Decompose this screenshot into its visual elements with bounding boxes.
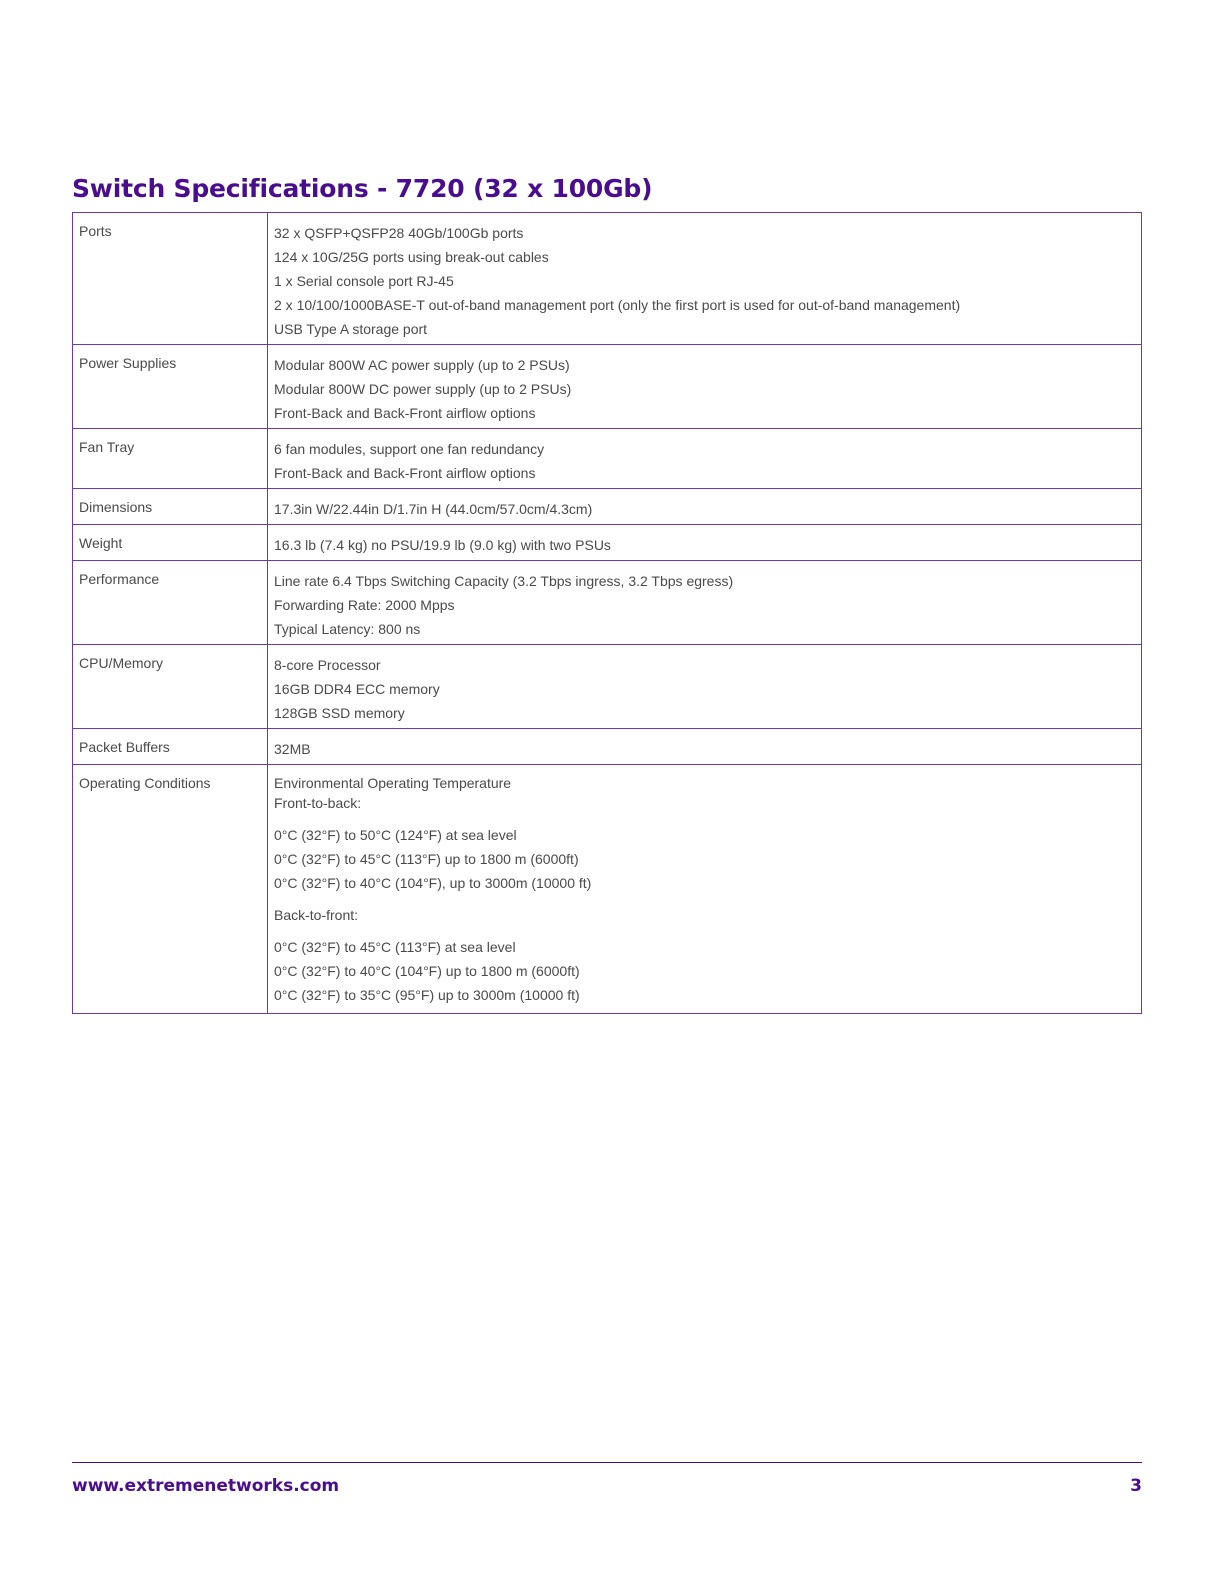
- spec-label: Power Supplies: [73, 345, 268, 429]
- spec-value-line: USB Type A storage port: [274, 321, 428, 337]
- page-title: Switch Specifications - 7720 (32 x 100Gb): [72, 174, 653, 203]
- oc-back-to-front-line: 0°C (32°F) to 35°C (95°F) up to 3000m (10000 ft): [274, 987, 580, 1003]
- spec-value-line: 32 x QSFP+QSFP28 40Gb/100Gb ports: [274, 225, 524, 241]
- spacer: [274, 925, 1135, 935]
- spec-row: [73, 345, 1142, 429]
- spec-label: Performance: [73, 561, 268, 645]
- spec-label: Weight: [73, 525, 268, 561]
- spec-label: Fan Tray: [73, 429, 268, 489]
- spec-value: [268, 765, 1142, 1014]
- spec-value-line: Forwarding Rate: 2000 Mpps: [274, 597, 455, 613]
- oc-back-to-front-line: 0°C (32°F) to 45°C (113°F) at sea level: [274, 939, 516, 955]
- spec-row: [73, 213, 1142, 345]
- spec-value-line: Typical Latency: 800 ns: [274, 621, 421, 637]
- spec-value-line: 128GB SSD memory: [274, 705, 405, 721]
- spec-value: [268, 213, 1142, 345]
- spec-value-line: Modular 800W DC power supply (up to 2 PSUs): [274, 381, 572, 397]
- spec-value-line: 16GB DDR4 ECC memory: [274, 681, 440, 697]
- spec-table-body: [73, 213, 1142, 1014]
- spec-value-line: 17.3in W/22.44in D/1.7in H (44.0cm/57.0cm/4.3cm): [274, 501, 593, 517]
- spec-value: [268, 645, 1142, 729]
- oc-heading: Environmental Operating Temperature: [274, 775, 512, 791]
- oc-front-to-back-line: 0°C (32°F) to 50°C (124°F) at sea level: [274, 827, 517, 843]
- spacer: [274, 813, 1135, 823]
- spec-row: [73, 525, 1142, 561]
- footer-website-link[interactable]: www.extremenetworks.com: [72, 1476, 340, 1496]
- spacer: [274, 895, 1135, 905]
- spec-table: [72, 212, 1142, 1014]
- spec-label: Dimensions: [73, 489, 268, 525]
- oc-back-to-front-title: Back-to-front:: [274, 907, 359, 923]
- spec-row: [73, 429, 1142, 489]
- spec-value-line: 2 x 10/100/1000BASE-T out-of-band management port (only the first port is used for out-of-band management): [274, 297, 961, 313]
- spec-value: [268, 561, 1142, 645]
- spec-value: [268, 429, 1142, 489]
- spec-row-operating-conditions: [73, 765, 1142, 1014]
- spec-value-line: 16.3 lb (7.4 kg) no PSU/19.9 lb (9.0 kg) with two PSUs: [274, 537, 611, 553]
- oc-front-to-back-title: Front-to-back:: [274, 795, 362, 811]
- spec-label: Operating Conditions: [73, 765, 268, 1014]
- spec-value-line: 32MB: [274, 741, 311, 757]
- page-number: 3: [1130, 1476, 1142, 1496]
- oc-front-to-back-line: 0°C (32°F) to 45°C (113°F) up to 1800 m (6000ft): [274, 851, 579, 867]
- spec-value-line: 124 x 10G/25G ports using break-out cables: [274, 249, 549, 265]
- spec-value-line: 8-core Processor: [274, 657, 381, 673]
- spec-label: Ports: [73, 213, 268, 345]
- spec-row: [73, 561, 1142, 645]
- spec-value-line: Front-Back and Back-Front airflow options: [274, 405, 536, 421]
- spec-value: [268, 345, 1142, 429]
- spec-label: Packet Buffers: [73, 729, 268, 765]
- spec-value: [268, 489, 1142, 525]
- oc-back-to-front-line: 0°C (32°F) to 40°C (104°F) up to 1800 m (6000ft): [274, 963, 580, 979]
- spec-value-line: Modular 800W AC power supply (up to 2 PSUs): [274, 357, 570, 373]
- oc-front-to-back-line: 0°C (32°F) to 40°C (104°F), up to 3000m (10000 ft): [274, 875, 592, 891]
- spec-value: [268, 729, 1142, 765]
- spec-value-line: 1 x Serial console port RJ-45: [274, 273, 454, 289]
- spec-value-line: Line rate 6.4 Tbps Switching Capacity (3.2 Tbps ingress, 3.2 Tbps egress): [274, 573, 734, 589]
- spec-row: [73, 489, 1142, 525]
- spec-row: [73, 729, 1142, 765]
- footer-divider: [72, 1462, 1142, 1463]
- spec-label: CPU/Memory: [73, 645, 268, 729]
- spec-row: [73, 645, 1142, 729]
- spec-value-line: 6 fan modules, support one fan redundancy: [274, 441, 545, 457]
- spec-value: [268, 525, 1142, 561]
- spec-value-line: Front-Back and Back-Front airflow options: [274, 465, 536, 481]
